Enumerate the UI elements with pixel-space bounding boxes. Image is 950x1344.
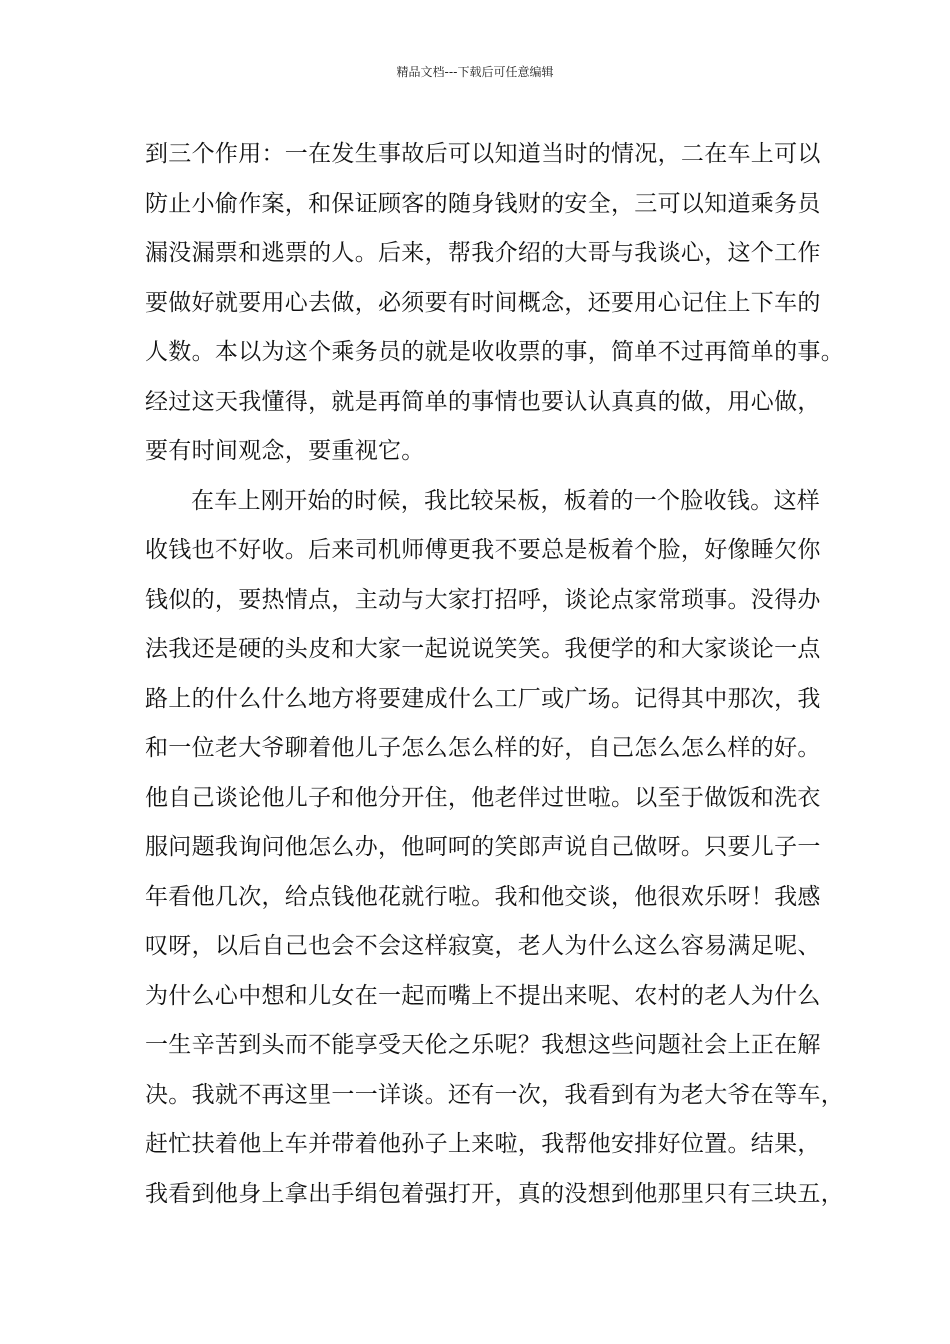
text-line: 到三个作用：一在发生事故后可以知道当时的情况，二在车上可以: [145, 141, 821, 167]
text-line: 收钱也不好收。后来司机师傅更我不要总是板着个脸，好像睡欠你: [145, 537, 821, 563]
text-line: 和一位老大爷聊着他儿子怎么怎么样的好，自己怎么怎么样的好。: [145, 735, 821, 761]
text-line: 年看他几次，给点钱他花就行啦。我和他交谈，他很欢乐呀！我感: [145, 883, 821, 910]
body-text: [145, 130, 844, 1219]
text-line: 要做好就要用心去做，必须要有时间概念，还要用心记住上下车的: [145, 289, 821, 316]
text-line: 经过这天我懂得，就是再简单的事情也要认认真真的做，用心做，: [145, 388, 821, 415]
text-line: 我看到他身上拿出手绢包着强打开，真的没想到他那里只有三块五，: [145, 1180, 844, 1207]
text-line: 赶忙扶着他上车并带着他孙子上来啦，我帮他安排好位置。结果，: [145, 1131, 821, 1157]
text-line: 法我还是硬的头皮和大家一起说说笑笑。我便学的和大家谈论一点: [145, 636, 821, 662]
text-line: 为什么心中想和儿女在一起而嘴上不提出来呢、农村的老人为什么: [145, 982, 821, 1009]
text-line: 防止小偷作案，和保证顾客的随身钱财的安全，三可以知道乘务员: [145, 190, 821, 217]
text-line: 服问题我询问他怎么办，他呵呵的笑郎声说自己做呀。只要儿子一: [145, 834, 821, 860]
text-line: 决。我就不再这里一一详谈。还有一次，我看到有为老大爷在等车，: [145, 1081, 844, 1108]
page-header: 精品文档---下载后可任意编辑: [396, 65, 554, 79]
text-line: 一生辛苦到头而不能享受天伦之乐呢？我想这些问题社会上正在解: [145, 1032, 821, 1058]
text-line: 路上的什么什么地方将要建成什么工厂或广场。记得其中那次，我: [145, 685, 821, 712]
text-line: 要有时间观念，要重视它。: [145, 438, 425, 464]
text-line: 钱似的，要热情点，主动与大家打招呼，谈论点家常琐事。没得办: [145, 586, 821, 613]
text-line: 漏没漏票和逃票的人。后来，帮我介绍的大哥与我谈心，这个工作: [145, 240, 821, 266]
paragraph-first-line: 在车上刚开始的时候，我比较呆板，板着的一个脸收钱。这样: [191, 487, 821, 514]
text-line: 叹呀，以后自己也会不会这样寂寞，老人为什么这么容易满足呢、: [145, 933, 821, 959]
text-line: 人数。本以为这个乘务员的就是收收票的事，简单不过再简单的事。: [145, 339, 844, 365]
text-line: 他自己谈论他儿子和他分开住，他老伴过世啦。以至于做饭和洗衣: [145, 784, 821, 811]
